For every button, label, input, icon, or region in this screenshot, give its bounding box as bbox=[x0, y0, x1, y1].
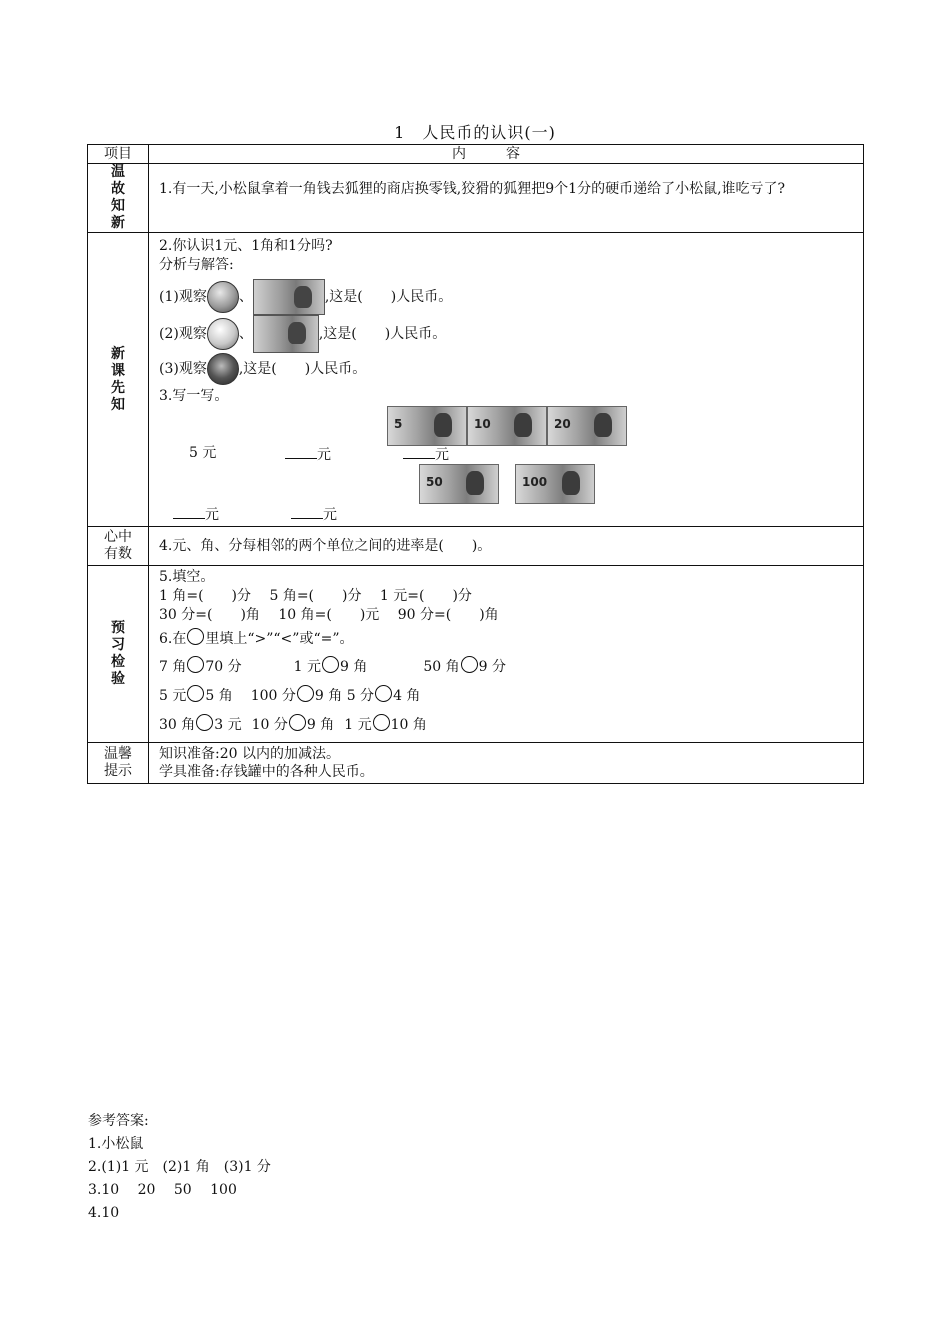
new-lesson-content-cell bbox=[149, 233, 864, 527]
compare-circle[interactable] bbox=[375, 685, 392, 702]
compare-row-2 bbox=[159, 682, 855, 711]
review-content-cell bbox=[149, 164, 864, 233]
compare-right: 10 角 bbox=[390, 717, 427, 733]
observe-3-prefix: (3)观察 bbox=[159, 361, 207, 377]
observe-2-prefix: (2)观察 bbox=[159, 326, 207, 342]
question-5: 5.填空。 bbox=[159, 569, 215, 585]
compare-left: 1 元 bbox=[293, 659, 321, 675]
review-label-cell bbox=[88, 164, 149, 233]
compare-right: 5 角 bbox=[205, 688, 233, 704]
compare-left: 1 元 bbox=[344, 717, 372, 733]
observe-2-sep: 、 bbox=[238, 326, 253, 342]
compare-left: 100 分 bbox=[250, 688, 296, 704]
mind-content-cell bbox=[149, 527, 864, 566]
answers-heading: 参考答案: bbox=[88, 1113, 149, 1129]
preview-label: 预习检验 bbox=[111, 620, 125, 687]
table-header-row bbox=[88, 145, 864, 164]
write-blank-5 bbox=[291, 504, 337, 525]
observe-1-prefix: (1)观察 bbox=[159, 289, 207, 305]
banknote-10-image bbox=[467, 406, 547, 446]
answer-blank[interactable] bbox=[173, 504, 205, 519]
observe-2-suffix: ,这是( )人民币。 bbox=[318, 326, 447, 342]
one-yuan-coin-image bbox=[207, 281, 239, 313]
observe-1-suffix: ,这是( )人民币。 bbox=[324, 289, 453, 305]
tips-line-1: 知识准备:20 以内的加减法。 bbox=[159, 746, 340, 762]
banknote-50-value: 50 bbox=[426, 475, 443, 489]
answer-1: 1.小松鼠 bbox=[88, 1136, 144, 1152]
compare-circle[interactable] bbox=[373, 714, 390, 731]
page-title: 1 人民币的认识(一) bbox=[394, 123, 556, 142]
header-label: 项目 bbox=[88, 145, 149, 164]
compare-circle[interactable] bbox=[196, 714, 213, 731]
unit-yuan: 元 bbox=[317, 447, 331, 463]
unit-yuan: 元 bbox=[205, 507, 219, 523]
compare-circle[interactable] bbox=[187, 685, 204, 702]
answer-blank[interactable] bbox=[403, 444, 435, 459]
answer-blank[interactable] bbox=[285, 444, 317, 459]
compare-left: 30 角 bbox=[159, 717, 196, 733]
mind-row bbox=[88, 527, 864, 566]
banknote-5-value: 5 bbox=[394, 417, 403, 431]
fill-line-1: 1 角=( )分 5 角=( )分 1 元=( )分 bbox=[159, 588, 472, 604]
tips-row bbox=[88, 743, 864, 784]
compare-row-3 bbox=[159, 711, 855, 740]
banknote-area bbox=[159, 406, 855, 524]
compare-right: 9 角 bbox=[306, 717, 335, 733]
header-content: 内容 bbox=[452, 146, 560, 162]
question-1: 1.有一天,小松鼠拿着一角钱去狐狸的商店换零钱,狡猾的狐狸把9个1分的硬币递给了小松鼠,谁吃亏了? bbox=[159, 181, 786, 197]
preview-row bbox=[88, 566, 864, 743]
new-lesson-label-cell bbox=[88, 233, 149, 527]
compare-row-1 bbox=[159, 653, 855, 682]
write-blank-2 bbox=[285, 444, 331, 465]
banknote-50-image bbox=[419, 464, 499, 504]
write-blank-4 bbox=[173, 504, 219, 525]
mind-label-cell bbox=[88, 527, 149, 566]
question-6-prefix: 6.在 bbox=[159, 631, 187, 647]
review-row bbox=[88, 164, 864, 233]
tips-label: 温馨提示 bbox=[104, 746, 132, 779]
write-5-yuan: 5 元 bbox=[189, 445, 217, 461]
header-content-cell bbox=[149, 145, 864, 164]
tips-content-cell bbox=[149, 743, 864, 784]
circle-icon bbox=[187, 628, 204, 645]
compare-right: 70 分 bbox=[205, 659, 242, 675]
banknote-100-value: 100 bbox=[522, 475, 548, 489]
banknote-100-image bbox=[515, 464, 595, 504]
banknote-10-value: 10 bbox=[474, 417, 491, 431]
compare-right: 4 角 bbox=[393, 688, 421, 704]
one-fen-coin-image bbox=[207, 353, 239, 385]
compare-right: 9 分 bbox=[478, 659, 506, 675]
answer-section bbox=[88, 1110, 271, 1225]
new-lesson-label: 新课先知 bbox=[111, 345, 125, 413]
answer-blank[interactable] bbox=[291, 504, 323, 519]
banknote-20-value: 20 bbox=[554, 417, 571, 431]
observe-3 bbox=[159, 351, 855, 387]
compare-right: 3 元 bbox=[214, 717, 242, 733]
answer-2: 2.(1)1 元 (2)1 角 (3)1 分 bbox=[88, 1159, 271, 1175]
compare-left: 10 分 bbox=[251, 717, 288, 733]
answer-4: 4.10 bbox=[88, 1205, 120, 1221]
analysis-label: 分析与解答: bbox=[159, 257, 234, 273]
tips-line-2: 学具准备:存钱罐中的各种人民币。 bbox=[159, 764, 374, 780]
tips-label-cell bbox=[88, 743, 149, 784]
observe-1 bbox=[159, 279, 855, 315]
question-2: 2.你认识1元、1角和1分吗? bbox=[159, 238, 333, 254]
review-label: 温故知新 bbox=[111, 164, 125, 231]
banknote-20-image bbox=[547, 406, 627, 446]
observe-2 bbox=[159, 315, 855, 351]
observe-1-sep: 、 bbox=[238, 289, 253, 305]
compare-circle[interactable] bbox=[187, 656, 204, 673]
compare-left: 5 元 bbox=[159, 688, 187, 704]
one-yuan-note-image bbox=[253, 279, 325, 315]
question-6-suffix: 里填上“>”“<”或“=”。 bbox=[205, 631, 354, 647]
compare-right: 9 角 bbox=[339, 659, 368, 675]
fill-line-2: 30 分=( )角 10 角=( )元 90 分=( )角 bbox=[159, 607, 499, 623]
banknote-5-image bbox=[387, 406, 467, 446]
compare-circle[interactable] bbox=[297, 685, 314, 702]
unit-yuan: 元 bbox=[435, 447, 449, 463]
question-6 bbox=[159, 625, 855, 653]
question-3: 3.写一写。 bbox=[159, 388, 229, 404]
mind-label: 心中有数 bbox=[104, 529, 132, 562]
compare-left: 7 角 bbox=[159, 659, 187, 675]
preview-content-cell bbox=[149, 566, 864, 743]
write-blank-3 bbox=[403, 444, 449, 465]
compare-circle[interactable] bbox=[289, 714, 306, 731]
new-lesson-row bbox=[88, 233, 864, 527]
answer-3: 3.10 20 50 100 bbox=[88, 1182, 237, 1198]
observe-3-suffix: ,这是( )人民币。 bbox=[238, 361, 367, 377]
compare-circle[interactable] bbox=[322, 656, 339, 673]
compare-right: 9 角 5 分 bbox=[314, 688, 375, 704]
unit-yuan: 元 bbox=[323, 507, 337, 523]
worksheet-table bbox=[87, 144, 864, 784]
compare-circle[interactable] bbox=[461, 656, 478, 673]
compare-left: 50 角 bbox=[423, 659, 460, 675]
preview-label-cell bbox=[88, 566, 149, 743]
one-jiao-note-image bbox=[253, 315, 319, 353]
one-jiao-coin-image bbox=[207, 318, 239, 350]
question-4: 4.元、角、分每相邻的两个单位之间的进率是( )。 bbox=[159, 537, 492, 554]
